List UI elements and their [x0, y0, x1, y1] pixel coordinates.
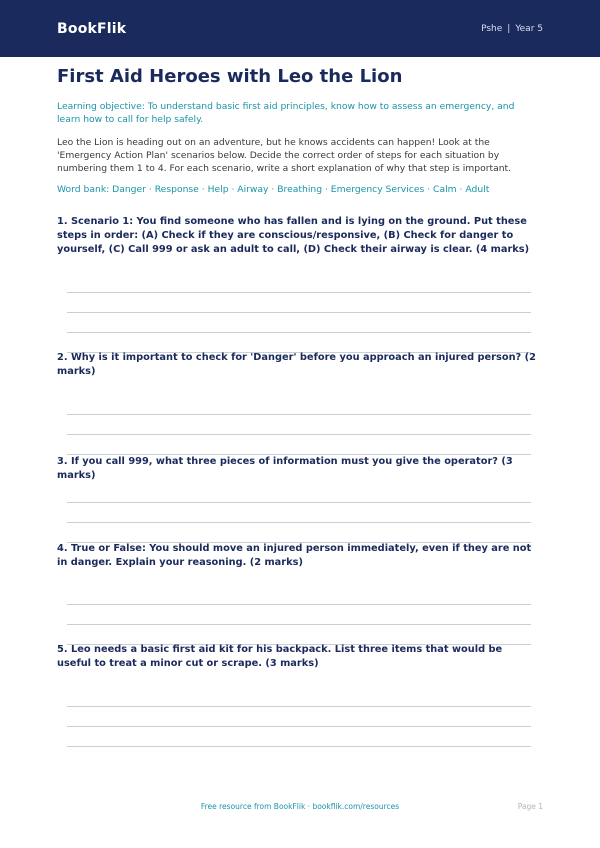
question-text: 1. Scenario 1: You find someone who has fallen and is lying on the ground. Put these steps in order: (A) Check if they are conscious/responsive, (B) Check for danger to yourself, (C) Call 999 or ask an adult to call, (D) Check their airway is clear. (4 marks)	[57, 216, 530, 255]
question-1	[57, 215, 537, 257]
answer-line[interactable]	[67, 312, 531, 313]
question-4	[57, 542, 537, 570]
word-bank: Word bank: Danger · Response · Help · Airway · Breathing · Emergency Services · Calm · Adult	[57, 184, 490, 195]
question-5	[57, 643, 537, 671]
question-2	[57, 351, 537, 379]
footer-credit: Free resource from BookFlik · bookflik.com/resources	[200, 802, 400, 811]
answer-line[interactable]	[67, 292, 531, 293]
answer-line[interactable]	[67, 726, 531, 727]
intro-paragraph: Leo the Lion is heading out on an adventure, but he knows accidents can happen! Look at the 'Emergency Action Plan' scenarios below. Decide the correct order of steps for each situation by numbering them 1 to 4. For each scenario, write a short explanation of why that step is important.	[57, 137, 512, 174]
subject-label: Pshe	[481, 23, 503, 34]
answer-line[interactable]	[67, 604, 531, 605]
answer-line[interactable]	[67, 624, 531, 625]
question-3	[57, 455, 537, 483]
learning-objective: Learning objective: To understand basic first aid principles, know how to assess an emergency, and learn how to call for help safely.	[57, 101, 515, 125]
question-text: 5. Leo needs a basic first aid kit for his backpack. List three items that would be useful to treat a minor cut or scrape. (3 marks)	[57, 644, 503, 669]
header-meta	[481, 24, 543, 34]
brand-logo: BookFlik	[57, 20, 127, 37]
worksheet-intro	[57, 66, 532, 196]
answer-line[interactable]	[67, 434, 531, 435]
page-number: Page 1	[517, 802, 543, 811]
answer-line[interactable]	[67, 522, 531, 523]
year-label: Year 5	[515, 23, 543, 34]
answer-line[interactable]	[67, 332, 531, 333]
meta-separator: |	[507, 23, 511, 34]
answer-line[interactable]	[67, 746, 531, 747]
worksheet-title: First Aid Heroes with Leo the Lion	[57, 66, 403, 87]
answer-line[interactable]	[67, 414, 531, 415]
answer-line[interactable]	[67, 706, 531, 707]
answer-line[interactable]	[67, 502, 531, 503]
question-text: 2. Why is it important to check for 'Danger' before you approach an injured person? (2 marks)	[57, 352, 536, 377]
page-header	[0, 0, 600, 57]
question-text: 4. True or False: You should move an injured person immediately, even if they are not in danger. Explain your reasoning. (2 marks)	[57, 543, 532, 568]
question-text: 3. If you call 999, what three pieces of information must you give the operator? (3 marks)	[57, 456, 513, 481]
